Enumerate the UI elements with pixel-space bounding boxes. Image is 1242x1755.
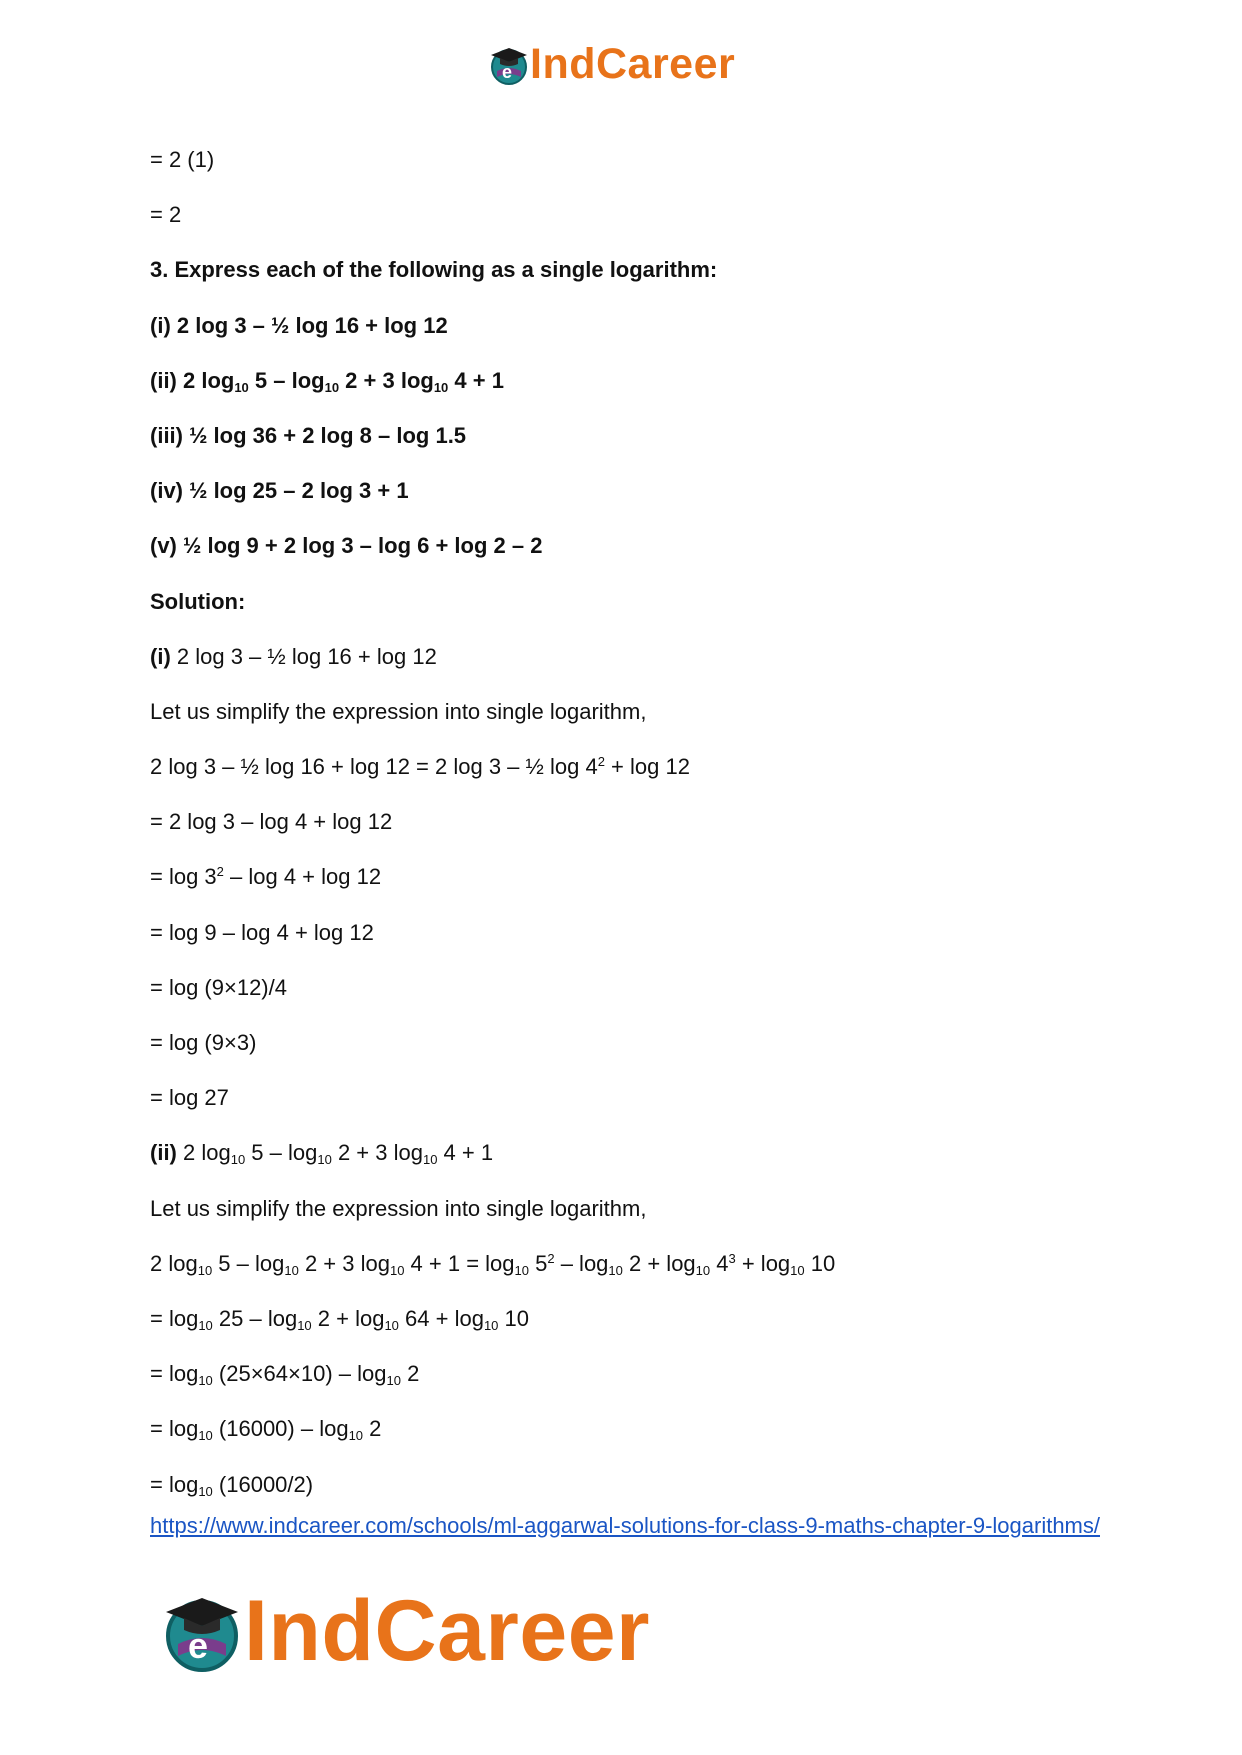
text-run: = 2 (1) [150,147,215,172]
graduation-cap-book-globe-icon [488,44,530,86]
part-label: (i) [150,643,171,669]
text-run: Let us simplify the expression into single logarithm, [150,698,647,724]
text-run: = log [150,1361,199,1387]
text-run: 25 – log [212,1305,298,1331]
text-run: 4 [710,1250,729,1276]
header-logo [488,40,735,89]
subscript: 10 [198,1428,213,1444]
text-run: 2 [363,1416,382,1442]
subscript: 10 [608,1262,623,1278]
text-line [150,1084,1100,1111]
text-line [150,808,1100,835]
text-line [150,1029,1100,1056]
text-run: 2 + log [622,1250,696,1276]
subscript: 10 [297,1317,312,1333]
text-line [150,974,1100,1001]
text-line [150,753,1100,780]
subscript: 10 [197,1262,213,1278]
text-run: 3. Express each of the following as a single logarithm: [150,257,718,283]
text-run: 2 [400,1361,420,1387]
superscript: 2 [216,864,224,880]
text-run: – log [554,1250,609,1276]
text-line [150,1471,1100,1498]
text-line [150,1139,1100,1166]
subscript: 10 [317,1152,332,1168]
text-run: 4 + 1 = log [404,1250,515,1276]
text-line [150,477,1100,504]
text-run: 2 + 3 log [339,367,434,393]
text-run: = log (9×3) [150,1030,257,1055]
brand-wordmark: IndCareer [530,40,736,88]
text-run: = log 9 – log 4 + log 12 [150,919,374,945]
text-run: (16000) – log [212,1416,349,1442]
svg-text:e: e [502,61,513,82]
text-run: = 2 log 3 – log 4 + log 12 [150,809,393,835]
text-line [150,643,1100,670]
text-run: 5 – log [212,1250,285,1276]
subscript: 10 [514,1262,529,1278]
text-line [150,1415,1100,1442]
text-run: (ii) 2 log [150,367,235,393]
subscript: 10 [234,379,249,395]
subscript: 10 [198,1483,213,1499]
text-run: + log [735,1250,791,1276]
subscript: 10 [384,1317,399,1333]
subscript: 10 [198,1373,213,1389]
text-line [150,312,1100,339]
subscript: 10 [230,1152,246,1168]
subscript: 10 [790,1262,805,1278]
svg-text:e: e [188,1624,209,1666]
subscript: 10 [348,1428,364,1444]
text-run: 64 + log [398,1305,484,1331]
superscript: 2 [547,1250,555,1266]
superscript: 2 [597,754,605,770]
text-run: 4 + 1 [448,367,504,393]
text-line [150,1250,1100,1277]
text-run: 5 – log [248,367,325,393]
text-line [150,1360,1100,1387]
text-run: 5 – log [245,1140,318,1166]
text-run: 10 [804,1250,836,1276]
text-line [150,256,1100,283]
subscript: 10 [483,1317,499,1333]
brand-wordmark: IndCareer [244,1583,650,1679]
text-run: + log 12 [604,754,690,780]
text-run: (16000/2) [212,1471,314,1497]
text-run: 10 [498,1305,529,1331]
text-line [150,698,1100,725]
subscript: 10 [422,1152,438,1168]
text-line [150,588,1100,615]
text-run: = log [150,1416,199,1442]
text-line [150,919,1100,946]
text-run: (i) 2 log 3 – ½ log 16 + log 12 [150,312,448,338]
subscript: 10 [198,1317,213,1333]
text-run: = log [150,1471,199,1497]
part-label: (ii) [150,1140,177,1166]
text-line [150,1305,1100,1332]
text-line [150,146,1100,173]
text-run: 5 [529,1250,548,1276]
source-link[interactable]: https://www.indcareer.com/schools/ml-aggarwal-solutions-for-class-9-maths-chapter-9-logarithms/ [150,1513,1100,1538]
subscript: 10 [695,1262,711,1278]
text-line [150,422,1100,449]
text-run: 4 + 1 [437,1140,494,1166]
superscript: 3 [728,1250,736,1266]
text-line [150,532,1100,559]
text-run: (iii) ½ log 36 + 2 log 8 – log 1.5 [150,422,467,448]
text-run: = log 27 [150,1085,229,1111]
text-run: 2 log [150,1250,198,1276]
text-run: 2 + 3 log [298,1250,390,1276]
text-run: = log [150,1305,199,1331]
text-run: 2 log 3 – ½ log 16 + log 12 = 2 log 3 – ½ log 4 [150,754,598,780]
text-run: Solution: [150,588,246,614]
text-run: (v) ½ log 9 + 2 log 3 – log 6 + log 2 – 2 [150,533,543,559]
text-run: = log (9×12)/4 [150,974,287,1000]
document-body [150,146,1100,1526]
text-run: 2 + 3 log [331,1140,423,1166]
subscript: 10 [324,379,340,395]
text-run: (25×64×10) – log [212,1361,387,1387]
text-run: = log 3 [150,864,217,890]
subscript: 10 [433,379,449,395]
subscript: 10 [284,1262,299,1278]
subscript: 10 [386,1373,401,1389]
text-run: – log 4 + log 12 [223,864,382,890]
text-run: (iv) ½ log 25 – 2 log 3 + 1 [150,478,409,504]
text-run: Let us simplify the expression into single logarithm, [150,1195,647,1221]
text-line [150,367,1100,394]
text-run: = 2 [150,202,182,228]
text-run: 2 log [176,1140,231,1166]
text-run: 2 + log [311,1305,385,1331]
subscript: 10 [389,1262,405,1278]
footer-logo [160,1582,650,1681]
text-run: 2 log 3 – ½ log 16 + log 12 [170,643,437,669]
graduation-cap-book-globe-icon [160,1590,244,1674]
text-line [150,863,1100,890]
text-line [150,201,1100,228]
text-line [150,1195,1100,1222]
